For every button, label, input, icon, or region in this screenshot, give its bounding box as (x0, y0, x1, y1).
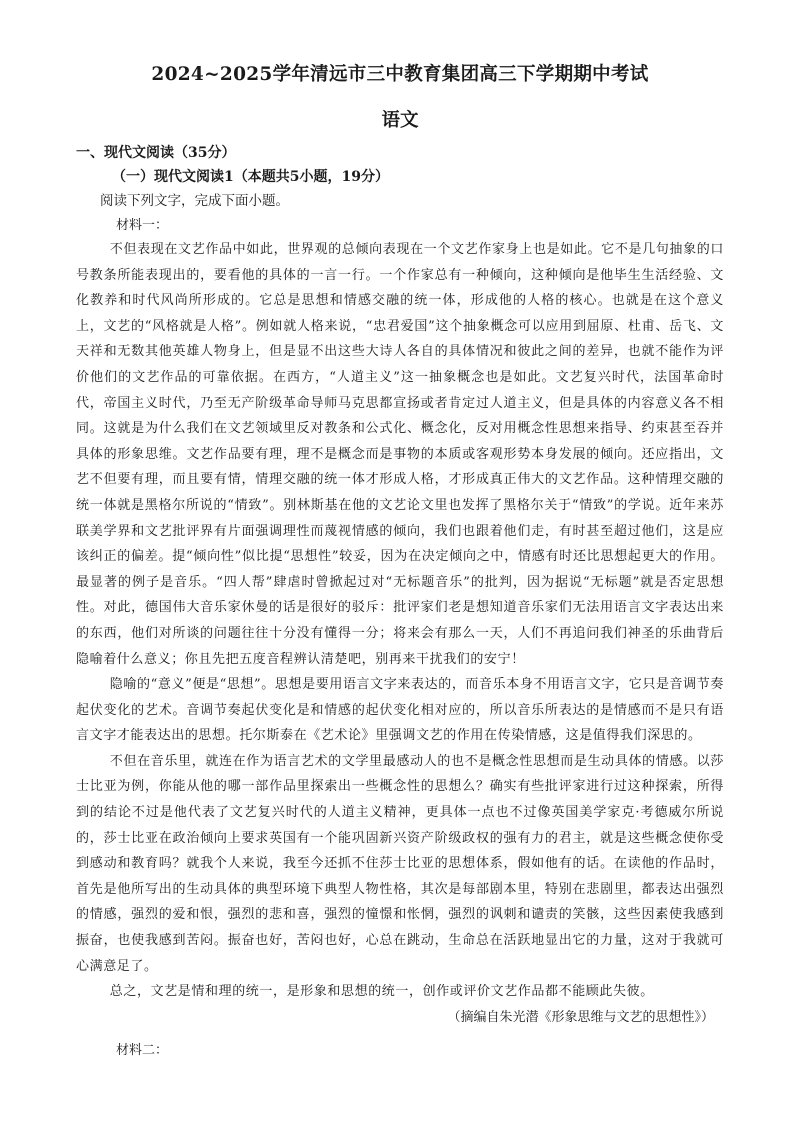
material-two-label: 材料二： (116, 1043, 169, 1059)
subsection-heading: （一）现代文阅读1（本题共5小题，19分） (112, 169, 389, 185)
passage-paragraph: 隐喻的“意义”便是“思想”。思想是要用语言文字来表达的，而音乐本身不用语言文字，它只是音调节奏起伏变化的艺术。音调节奏起伏变化是和情感的起伏变化相对应的，所以音乐所表达的是情感而不是只有语言文字才能表达出的思想。托尔斯泰在《艺术论》里强调文艺的作用在传染情感，这是值得我们深思的。 (76, 677, 724, 744)
exam-title: 2024~2025学年清远市三中教育集团高三下学期期中考试 (151, 64, 649, 85)
passage-paragraph: 不但在音乐里，就连在作为语言艺术的文学里最感动人的也不是概念性思想而是生动具体的情感。以莎士比亚为例，你能从他的哪一部作品里探索出一些概念性的思想么？确实有些批评家进行过这种探索，所得到的结论不过是他代表了文艺复兴时代的人道主义精神，更具体一点也不过像英国美学家克·考德威尔所说的，莎士比亚在政治倾向上要求英国有一个能巩固新兴资产阶级政权的强有力的君主，就是这些概念使你受到感动和教育吗？就我个人来说，我至今还抓不住莎士比亚的思想体系，假如他有的话。在读他的作品时，首先是他所写出的生动具体的典型环境下典型人物性格，其次是每部剧本里，特别在悲剧里，都表达出强烈的情感，强烈的爱和恨，强烈的悲和喜，强烈的憧憬和怅惘，强烈的讽刺和谴责的笑骸，这些因素使我感到振奋，也使我感到苦闷。振奋也好，苦闷也好，心总在跳动，生命总在活跃地显出它的力量，这对于我就可心满意足了。 (76, 753, 724, 974)
passage-paragraph: 不但表现在文艺作品中如此，世界观的总倾向表现在一个文艺作家身上也是如此。它不是几句抽象的口号教条所能表现出的，要看他的具体的一言一行。一个作家总有一种倾向，这种倾向是他毕生生活经验、文化教养和时代风尚所形成的。它总是思想和情感交融的统一体，形成他的人格的核心。也就是在这个意义上，文艺的“风格就是人格”。例如就人格来说，“忠君爱国”这个抽象概念可以应用到屈原、杜甫、岳飞、文天祥和无数其他英雄人物身上，但是显不出这些大诗人各自的具体情况和彼此之间的差异，也就不能作为评价他们的文艺作品的可靠依据。在西方，“人道主义”这一抽象概念也是如此。文艺复兴时代，法国革命时代，帝国主义时代，乃至无产阶级革命导师马克思都宣扬或者肯定过人道主义，但是具体的内容意义各不相同。这就是为什么我们在文艺领域里反对教条和公式化、概念化，反对用概念性思想来指导、约束甚至吞并具体的形象思维。文艺作品要有理，理不是概念而是事物的本质或客观形势本身发展的倾向。还应指出，文艺不但要有理，而且要有情，情理交融的统一体才形成人格，才形成真正伟大的文艺作品。这种情理交融的统一体就是黑格尔所说的“情致”。别林斯基在他的文艺论文里也发挥了黑格尔关于“情致”的学说。近年来苏联美学界和文艺批评界有片面强调理性而蔑视情感的倾向，我们也跟着他们走，有时甚至超过他们，这是应该纠正的偏差。提“倾向性”似比提“思想性”较妥，因为在决定倾向之中，情感有时还比思想起更大的作用。最显著的例子是音乐。“四人帮”肆虐时曾掀起过对“无标题音乐”的批判，因为据说“无标题”就是否定思想性。对此，德国伟大音乐家休曼的话是很好的驳斥：批评家们老是想知道音乐家们无法用语言文字表达出来的东西，他们对所谈的问题往往十分没有懂得一分；将来会有那么一天，人们不再追问我们神圣的乐曲背后隐喻着什么意义；你且先把五度音程辨认清楚吧，别再来干扰我们的安宁！ (76, 242, 724, 667)
material-one-label: 材料一： (116, 218, 169, 233)
subject-title: 语文 (381, 110, 419, 131)
reading-instruction: 阅读下列文字，完成下面小题。 (100, 193, 289, 209)
passage-paragraph: 总之，文艺是情和理的统一，是形象和思想的统一，创作或评价文艺作品都不能顾此失彼。 (109, 984, 654, 1000)
section-heading: 一、现代文阅读（35分） (76, 145, 236, 161)
source-citation: （摘编自朱光潜《形象思维与文艺的思想性》） (447, 1009, 714, 1025)
